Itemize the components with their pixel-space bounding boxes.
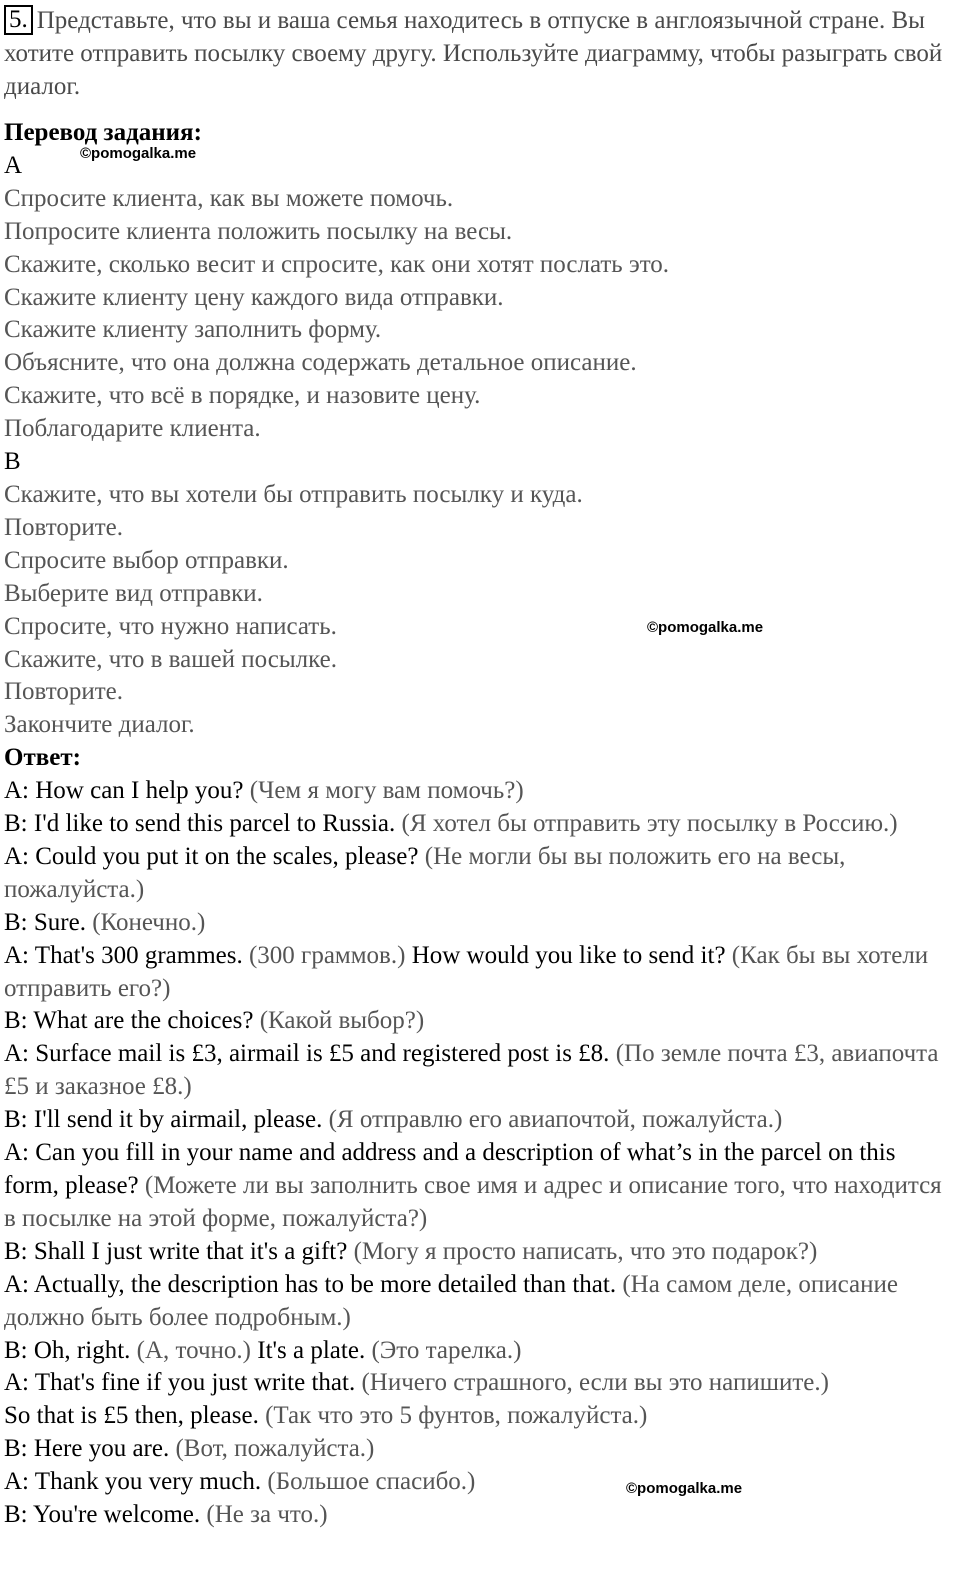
dialog-english: B: What are the choices? [4, 1007, 254, 1035]
translation-a-line: Скажите клиенту заполнить форму. [4, 316, 382, 344]
dialog-english: A: Can you fill in your name and address and a description of what’s in the parcel on this form, please? [4, 1139, 896, 1199]
dialog-line [4, 1038, 954, 1104]
dialog-line [4, 1466, 954, 1499]
dialog-russian: (На самом деле, описание должно быть более подробным.) [4, 1270, 898, 1331]
dialog-russian: (Чем я могу вам помочь?) [249, 777, 524, 805]
dialog-english: B: I'd like to send this parcel to Russia. [4, 810, 396, 838]
dialog-russian: (Можете ли вы заполнить свое имя и адрес и описание того, что находится в посылке на этой форме, пожалуйста?) [4, 1172, 942, 1232]
translation-a-line: Скажите, что всё в порядке, и назовите цену. [4, 382, 481, 410]
dialog-english: B: Here you are. [4, 1435, 170, 1463]
dialog-russian: (Большое спасибо.) [267, 1468, 476, 1496]
watermark: ©pomogalka.me [80, 145, 197, 162]
dialog-english: A: How can I help you? [4, 777, 244, 805]
dialog-english: B: You're welcome. [4, 1501, 201, 1529]
dialog-russian: (Как бы вы хотели отправить его?) [4, 941, 929, 1002]
dialog-line [4, 940, 954, 1006]
dialog-english: It's a plate. [257, 1336, 366, 1364]
dialog-english: B: Sure. [4, 908, 86, 936]
translation-a-line: Скажите, сколько весит и спросите, как они хотят послать это. [4, 250, 670, 278]
translation-a-line: Скажите клиенту цену каждого вида отправки. [4, 283, 504, 311]
task-statement [4, 4, 950, 103]
dialog-line [4, 1104, 954, 1137]
dialog-russian: (Вот, пожалуйста.) [175, 1435, 375, 1463]
dialog-english: B: Shall I just write that it's a gift? [4, 1237, 348, 1265]
dialog-line [4, 907, 954, 940]
translation-b-line: Скажите, что вы хотели бы отправить посылку и куда. [4, 480, 583, 508]
translation-heading: Перевод задания: [4, 119, 202, 146]
dialog-russian: (Это тарелка.) [371, 1336, 522, 1364]
dialog-english: A: Surface mail is £3, airmail is £5 and registered post is £8. [4, 1040, 610, 1068]
dialog-line [4, 1236, 954, 1269]
dialog-russian: (Какой выбор?) [259, 1007, 425, 1035]
dialog-russian: (Не за что.) [206, 1501, 328, 1529]
dialog-russian: (Конечно.) [92, 908, 206, 936]
dialog-line [4, 1367, 954, 1433]
translation-a-line: Спросите клиента, как вы можете помочь. [4, 184, 454, 212]
dialog-line [4, 775, 954, 808]
dialog-russian: (300 граммов.) [248, 941, 406, 969]
dialog-russian: (Я отправлю его авиапочтой, пожалуйста.) [328, 1106, 783, 1134]
dialog-russian: (По земле почта £3, авиапочта £5 и заказное £8.) [4, 1040, 939, 1101]
watermark: ©pomogalka.me [626, 1480, 743, 1497]
translation-b-line: Повторите. [4, 678, 123, 706]
dialog-russian: (Могу я просто написать, что это подарок?) [353, 1237, 818, 1265]
dialog-line [4, 1433, 954, 1466]
dialog-english: A: Thank you very much. [4, 1468, 262, 1496]
role-a-label: A [4, 151, 23, 179]
dialog-line [4, 1005, 954, 1038]
dialog-line [4, 1499, 954, 1532]
dialog-english: B: I'll send it by airmail, please. [4, 1106, 323, 1134]
dialog-english: A: That's 300 grammes. [4, 941, 243, 969]
dialog-russian: (Так что это 5 фунтов, пожалуйста.) [265, 1402, 648, 1430]
dialog-russian: (Не могли бы вы положить его на весы, пожалуйста.) [4, 842, 846, 903]
dialog-russian: (Я хотел бы отправить эту посылку в Россию.) [401, 810, 898, 838]
dialog-english: So that is £5 then, please. [4, 1402, 259, 1430]
translation-b-line: Спросите, что нужно написать. [4, 612, 337, 640]
dialog-english: B: Oh, right. [4, 1336, 131, 1364]
dialog-line [4, 1137, 954, 1236]
task-number: 5. [4, 5, 33, 35]
dialog-line [4, 841, 954, 907]
translation-a-line: Попросите клиента положить посылку на весы. [4, 217, 513, 245]
dialog-english: A: That's fine if you just write that. [4, 1369, 356, 1397]
dialog-line [4, 1269, 954, 1335]
dialog-english: How would you like to send it? [411, 941, 726, 969]
answer-heading: Ответ: [4, 744, 81, 772]
translation-b-line: Закончите диалог. [4, 711, 195, 739]
document-body [4, 117, 954, 1532]
translation-b-line: Повторите. [4, 513, 123, 541]
dialog-russian: (Ничего страшного, если вы это напишите.) [361, 1369, 829, 1397]
role-b-label: B [4, 448, 21, 476]
translation-b-line: Выберите вид отправки. [4, 579, 263, 607]
translation-a-line: Объясните, что она должна содержать детальное описание. [4, 349, 637, 377]
translation-a-line: Поблагодарите клиента. [4, 415, 261, 443]
translation-b-line: Спросите выбор отправки. [4, 546, 289, 574]
watermark: ©pomogalka.me [647, 619, 764, 636]
dialog-english: A: Actually, the description has to be more detailed than that. [4, 1270, 617, 1298]
dialog-line [4, 1335, 954, 1368]
dialog-russian: (А, точно.) [136, 1336, 252, 1364]
task-text: Представьте, что вы и ваша семья находитесь в отпуске в англоязычной стране. Вы хотите отправить посылку своему другу. Используйте диаграмму, чтобы разыграть свой диалог. [4, 7, 943, 100]
translation-b-line: Скажите, что в вашей посылке. [4, 645, 337, 673]
dialog-line [4, 808, 954, 841]
dialog-english: A: Could you put it on the scales, please? [4, 842, 419, 870]
